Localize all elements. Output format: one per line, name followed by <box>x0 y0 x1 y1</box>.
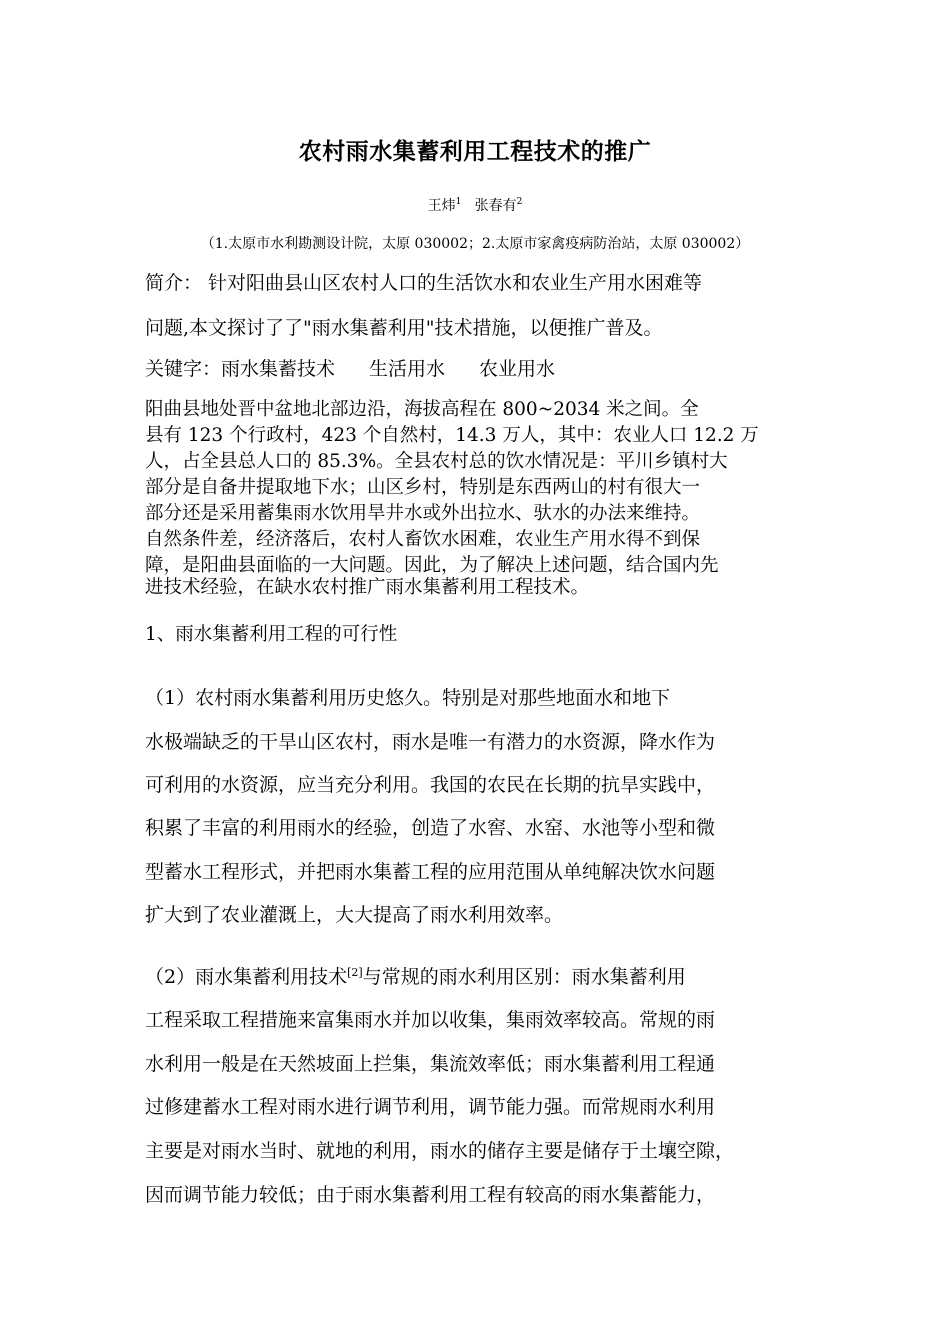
keywords <box>145 354 555 381</box>
intro-line-6: 自然条件差，经济落后，农村人畜饮水困难，农业生产用水得不到保 <box>145 529 701 550</box>
author-1-name: 王炜 <box>427 198 456 214</box>
para1-line-4: 积累了丰富的利用雨水的经验，创造了水窖、水窑、水池等小型和微 <box>145 817 716 839</box>
section-1-heading: 1、雨水集蓄利用工程的可行性 <box>145 624 398 645</box>
intro-line-4: 部分是自备井提取地下水；山区乡村，特别是东西两山的村有很大一 <box>145 477 701 498</box>
para2-line-5: 主要是对雨水当时、就地的利用，雨水的储存主要是储存于土壤空隙， <box>145 1140 735 1162</box>
para2-line-1-start: （2）雨水集蓄利用技术 <box>145 966 348 988</box>
para1-line-1: （1）农村雨水集蓄利用历史悠久。特别是对那些地面水和地下 <box>145 687 671 709</box>
intro-line-7: 障，是阳曲县面临的一大问题。因此，为了解决上述问题，结合国内先 <box>145 555 719 576</box>
intro-line-3: 人，占全县总人口的 85.3%。全县农村总的饮水情况是：平川乡镇村大 <box>145 451 728 472</box>
abstract-line-2: 问题,本文探讨了了"雨水集蓄利用"技术措施，以便推广普及。 <box>145 317 663 339</box>
para1-line-5: 型蓄水工程形式，并把雨水集蓄工程的应用范围从单纯解决饮水问题 <box>145 861 716 883</box>
paper-title: 农村雨水集蓄利用工程技术的推广 <box>298 139 652 165</box>
affiliation: （1.太原市水利勘测设计院，太原 030002；2.太原市家禽疫病防治站，太原 030002） <box>200 236 750 252</box>
keyword-2: 生活用水 <box>369 358 446 380</box>
citation-ref[interactable]: [2] <box>347 966 363 979</box>
para2-line-1 <box>145 962 686 989</box>
intro-line-2: 县有 123 个行政村，423 个自然村，14.3 万人，其中：农业人口 12.2 万 <box>145 425 759 446</box>
keyword-3: 农业用水 <box>479 358 556 380</box>
author-1-affil-mark: 1 <box>455 197 462 207</box>
author-line <box>0 195 950 215</box>
para1-line-3: 可利用的水资源，应当充分利用。我国的农民在长期的抗旱实践中， <box>145 774 716 796</box>
keywords-label: 关键字： <box>145 358 222 380</box>
author-2-affil-mark: 2 <box>516 197 523 207</box>
para2-line-6: 因而调节能力较低；由于雨水集蓄利用工程有较高的雨水集蓄能力， <box>145 1184 716 1206</box>
abstract-line-1: 简介： 针对阳曲县山区农村人口的生活饮水和农业生产用水困难等 <box>145 272 703 294</box>
keyword-1: 雨水集蓄技术 <box>221 358 336 380</box>
para2-line-1-end: 与常规的雨水利用区别：雨水集蓄利用 <box>362 966 686 988</box>
intro-line-5: 部分还是采用蓄集雨水饮用旱井水或外出拉水、驮水的办法来维持。 <box>145 503 701 524</box>
para1-line-2: 水极端缺乏的干旱山区农村，雨水是唯一有潜力的水资源，降水作为 <box>145 731 716 753</box>
para2-line-2: 工程采取工程措施来富集雨水并加以收集，集雨效率较高。常规的雨 <box>145 1009 716 1031</box>
para1-line-6: 扩大到了农业灌溉上，大大提高了雨水利用效率。 <box>145 904 564 926</box>
para2-line-3: 水利用一般是在天然坡面上拦集，集流效率低；雨水集蓄利用工程通 <box>145 1053 716 1075</box>
author-2-name: 张春有 <box>474 198 517 214</box>
intro-line-1: 阳曲县地处晋中盆地北部边沿，海拔高程在 800~2034 米之间。全 <box>145 399 699 420</box>
para2-line-4: 过修建蓄水工程对雨水进行调节利用，调节能力强。而常规雨水利用 <box>145 1096 716 1118</box>
intro-line-8: 进技术经验，在缺水农村推广雨水集蓄利用工程技术。 <box>145 577 590 598</box>
